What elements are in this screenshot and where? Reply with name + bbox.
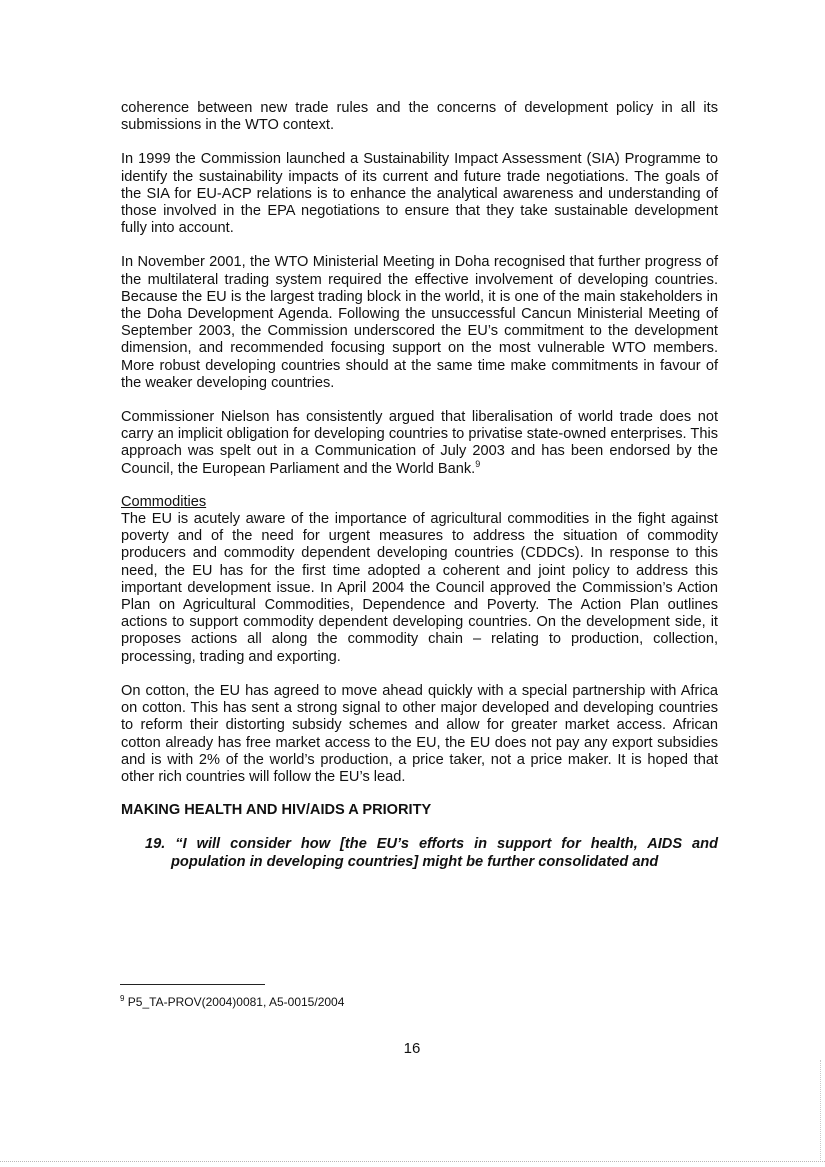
footnote [120, 995, 344, 1009]
paragraph-sia-programme: In 1999 the Commission launched a Sustainability Impact Assessment (SIA) Programme to identify the sustainability impacts of its current and future trade negotiations. The goals of the SIA for EU-ACP relations is to enhance the analytical awareness and understanding of those involved in the EPA negotiations to ensure that they take sustainable development fully into account. [121, 151, 718, 237]
footnote-reference: 9 [475, 458, 481, 469]
footnote-divider [120, 984, 265, 985]
paragraph-commodities: The EU is acutely aware of the importance of agricultural commodities in the fight against poverty and of the need for urgent measures to address the situation of commodity producers and commodity dependent developing countries (CDDCs). In response to this need, the EU has for the first time adopted a coherent and joint policy to address this important development issue. In April 2004 the Council approved the Commission’s Action Plan on Agricultural Commodities, Dependence and Poverty. The Action Plan outlines actions to support commodity dependent developing countries. On the development side, it proposes actions all along the commodity chain – relating to production, collection, processing, trading and exporting. [121, 511, 718, 665]
paragraph-nielson-text: Commissioner Nielson has consistently argued that liberalisation of world trade does not carry an implicit obligation for developing countries to privatise state-owned enterprises. This approach was spelt out in a Communication of July 2003 and has been endorsed by the Council, the European Parliament and the World Bank. [121, 409, 718, 477]
paragraph-cotton: On cotton, the EU has agreed to move ahead quickly with a special partnership with Africa on cotton. This has sent a strong signal to other major developed and developing countries to reform their distorting subsidy schemes and allow for greater market access. African cotton already has free market access to the EU, the EU does not pay any export subsidies and is with 2% of the world’s production, a price taker, not a price maker. It is hoped that other rich countries will follow the EU’s lead. [121, 682, 718, 785]
subheading-commodities: Commodities [121, 493, 207, 510]
footnote-text: P5_TA-PROV(2004)0081, A5-0015/2004 [127, 995, 345, 1009]
footnote-number: 9 [120, 994, 125, 1003]
paragraph-doha-meeting: In November 2001, the WTO Ministerial Meeting in Doha recognised that further progress of the multilateral trading system required the effective involvement of developing countries. Because the EU is the largest trading block in the world, it is one of the main stakeholders in the Doha Development Agenda. Following the unsuccessful Cancun Ministerial Meeting of September 2003, the Commission underscored the EU’s commitment to the development dimension, and recommended focusing support on the most vulnerable WTO members. More robust developing countries should at the same time make commitments in favour of the weaker developing countries. [121, 254, 718, 391]
page-number: 16 [403, 1040, 421, 1057]
scan-edge-right [820, 1060, 821, 1160]
body-text [121, 100, 718, 871]
paragraph-wto-coherence: coherence between new trade rules and the concerns of development policy in all its submissions in the WTO context. [121, 100, 718, 134]
section-heading-health: MAKING HEALTH AND HIV/AIDS A PRIORITY [121, 802, 432, 819]
scan-edge-bottom [0, 1161, 825, 1162]
quote-item-19: 19. “I will consider how [the EU’s efforts in support for health, AIDS and population in developing countries] might be further consolidated and [145, 836, 718, 870]
paragraph-nielson-liberalisation [121, 409, 718, 478]
